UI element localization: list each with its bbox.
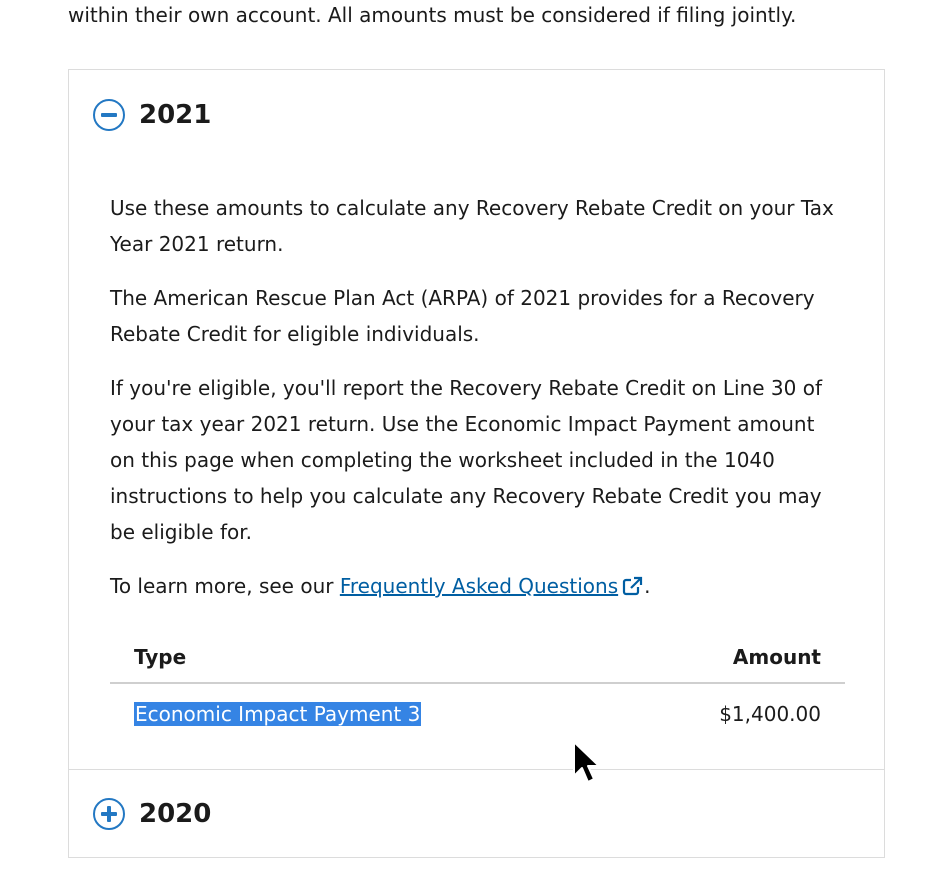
learn-more-suffix: .: [644, 574, 651, 598]
column-header-amount: Amount: [732, 645, 821, 669]
accordion-divider: [69, 769, 884, 770]
payment-amount-cell: $1,400.00: [719, 702, 821, 726]
faq-link[interactable]: [340, 574, 618, 598]
mouse-pointer-icon: [572, 740, 602, 792]
column-header-type: Type: [134, 645, 187, 669]
accordion-title-2021: 2021: [139, 100, 212, 130]
accordion-title-2020: 2020: [139, 799, 212, 829]
paragraph-rrc-intro: Use these amounts to calculate any Recovery Rebate Credit on your Tax Year 2021 return.: [110, 196, 834, 256]
learn-more-prefix: To learn more, see our: [110, 574, 340, 598]
payment-type-cell: Economic Impact Payment 3: [135, 702, 421, 726]
plus-circle-icon[interactable]: [93, 798, 125, 830]
payments-table: [110, 632, 845, 744]
external-link-icon[interactable]: [622, 571, 644, 607]
intro-text: within their own account. All amounts must be considered if filing jointly.: [68, 3, 797, 27]
table-header: [110, 632, 845, 684]
paragraph-learn-more: [110, 568, 845, 607]
table-row: [110, 684, 845, 744]
faq-link-label[interactable]: Frequently Asked Questions: [339, 574, 619, 598]
year-accordion: [68, 69, 885, 858]
accordion-header-2020[interactable]: [93, 794, 211, 834]
paragraph-arpa: The American Rescue Plan Act (ARPA) of 2021 provides for a Recovery Rebate Credit for eligible individuals.: [110, 286, 815, 346]
accordion-header-2021[interactable]: [93, 95, 211, 135]
accordion-panel-2021: [110, 190, 845, 625]
paragraph-line-30: If you're eligible, you'll report the Recovery Rebate Credit on Line 30 of your tax year 2021 return. Use the Economic Impact Payment amount on this page when completing the worksheet included in the 1040 instructions to help you calculate any Recovery Rebate Credit you may be eligible for.: [110, 376, 823, 544]
minus-circle-icon[interactable]: [93, 99, 125, 131]
